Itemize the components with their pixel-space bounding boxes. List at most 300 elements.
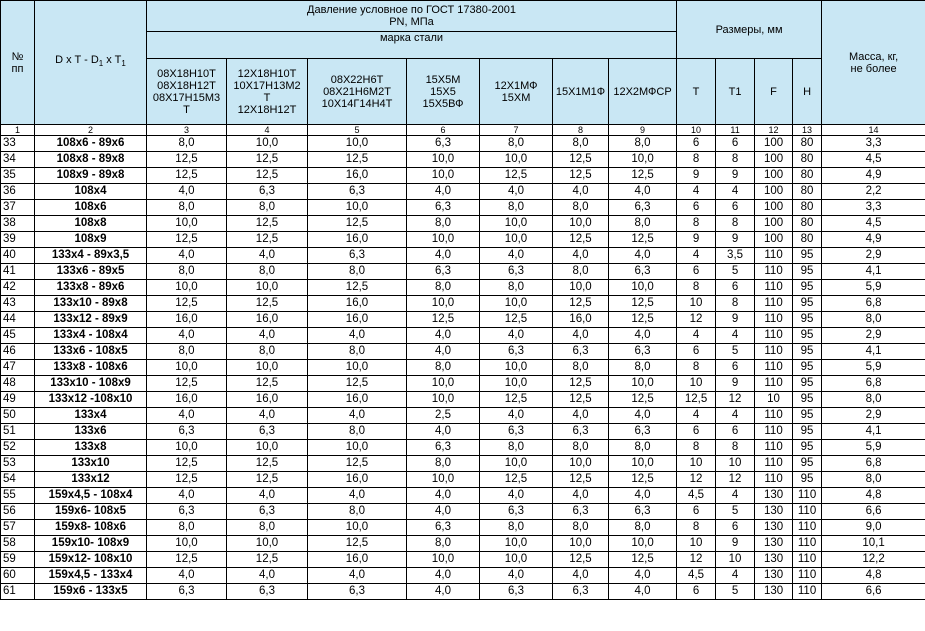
table-row [1, 296, 925, 312]
row-number: 36 [1, 184, 35, 200]
pressure-cell: 12,5 [308, 536, 407, 552]
size-h-cell: 110 [793, 584, 822, 600]
size-t1-cell: 8 [716, 296, 755, 312]
mass-cell: 4,1 [822, 264, 925, 280]
pressure-cell: 12,5 [609, 168, 677, 184]
pressure-cell: 8,0 [227, 344, 308, 360]
size-t1-cell: 6 [716, 136, 755, 152]
pressure-cell: 16,0 [308, 552, 407, 568]
row-number: 43 [1, 296, 35, 312]
pressure-cell: 4,0 [147, 408, 227, 424]
pressure-cell: 12,5 [227, 376, 308, 392]
size-t1-cell: 5 [716, 264, 755, 280]
table-row [1, 248, 925, 264]
size-t-cell: 6 [677, 264, 716, 280]
size-h-cell: 80 [793, 168, 822, 184]
row-number: 33 [1, 136, 35, 152]
pressure-cell: 4,0 [227, 248, 308, 264]
pressure-cell: 10,0 [147, 440, 227, 456]
size-h-cell: 95 [793, 344, 822, 360]
size-t1-cell: 10 [716, 456, 755, 472]
dimension-cell: 108х8 [35, 216, 147, 232]
table-row [1, 312, 925, 328]
dimension-cell: 133х6 [35, 424, 147, 440]
size-t1-cell: 10 [716, 552, 755, 568]
pressure-cell: 4,0 [407, 504, 480, 520]
row-number: 48 [1, 376, 35, 392]
size-f-cell: 110 [755, 456, 793, 472]
pressure-cell: 12,5 [227, 296, 308, 312]
mass-cell: 6,8 [822, 376, 925, 392]
pressure-cell: 10,0 [553, 456, 609, 472]
pressure-cell: 10,0 [609, 280, 677, 296]
size-f-cell: 110 [755, 280, 793, 296]
pressure-cell: 12,5 [308, 456, 407, 472]
mass-cell: 4,8 [822, 568, 925, 584]
pressure-cell: 10,0 [553, 280, 609, 296]
pressure-cell: 4,0 [407, 568, 480, 584]
size-f-cell: 100 [755, 136, 793, 152]
pressure-cell: 12,5 [553, 168, 609, 184]
size-h-cell: 110 [793, 488, 822, 504]
dimension-cell: 108х8 - 89х8 [35, 152, 147, 168]
pressure-cell: 10,0 [609, 536, 677, 552]
steel-grade-col-8: 15Х1М1Ф [553, 59, 609, 125]
size-t-cell: 6 [677, 504, 716, 520]
size-t-cell: 8 [677, 360, 716, 376]
pressure-cell: 8,0 [227, 264, 308, 280]
pressure-cell: 4,0 [227, 488, 308, 504]
pressure-cell: 10,0 [147, 360, 227, 376]
size-f-cell: 110 [755, 344, 793, 360]
pressure-cell: 4,0 [227, 568, 308, 584]
pressure-cell: 12,5 [147, 152, 227, 168]
size-t1-cell: 9 [716, 232, 755, 248]
row-number: 55 [1, 488, 35, 504]
pressure-cell: 4,0 [480, 248, 553, 264]
pressure-cell: 4,0 [308, 488, 407, 504]
pressure-cell: 10,0 [308, 360, 407, 376]
size-t1-cell: 9 [716, 376, 755, 392]
mass-cell: 2,2 [822, 184, 925, 200]
size-t1-cell: 4 [716, 184, 755, 200]
pressure-cell: 12,5 [147, 472, 227, 488]
pressure-cell: 12,5 [227, 232, 308, 248]
dimension-cell: 133х10 - 108х9 [35, 376, 147, 392]
row-number: 37 [1, 200, 35, 216]
size-t-cell: 8 [677, 152, 716, 168]
pressure-cell: 6,3 [553, 504, 609, 520]
mass-cell: 4,5 [822, 152, 925, 168]
pressure-cell: 8,0 [480, 520, 553, 536]
pressure-cell: 8,0 [147, 200, 227, 216]
size-t1-cell: 9 [716, 312, 755, 328]
mass-cell: 6,6 [822, 584, 925, 600]
size-t-cell: 10 [677, 536, 716, 552]
pressure-cell: 10,0 [480, 376, 553, 392]
size-f-cell: 100 [755, 216, 793, 232]
row-number: 59 [1, 552, 35, 568]
mass-cell: 5,9 [822, 360, 925, 376]
pressure-cell: 4,0 [553, 328, 609, 344]
pressure-cell: 4,0 [147, 568, 227, 584]
row-number: 35 [1, 168, 35, 184]
size-h-cell: 95 [793, 296, 822, 312]
header-mass: Масса, кг, не более [822, 1, 925, 125]
dimension-cell: 133х12 -108х10 [35, 392, 147, 408]
size-f-cell: 130 [755, 552, 793, 568]
pressure-cell: 6,3 [480, 264, 553, 280]
pressure-cell: 10,0 [308, 520, 407, 536]
pressure-cell: 10,0 [147, 536, 227, 552]
pressure-cell: 6,3 [227, 504, 308, 520]
size-f-cell: 110 [755, 360, 793, 376]
pressure-cell: 16,0 [308, 296, 407, 312]
pressure-cell: 10,0 [147, 216, 227, 232]
pressure-cell: 6,3 [147, 424, 227, 440]
pressure-cell: 10,0 [308, 136, 407, 152]
pressure-cell: 6,3 [609, 344, 677, 360]
pressure-cell: 6,3 [609, 504, 677, 520]
row-number: 45 [1, 328, 35, 344]
size-t-cell: 12 [677, 552, 716, 568]
dimension-cell: 133х8 - 89х6 [35, 280, 147, 296]
size-h-cell: 95 [793, 472, 822, 488]
pressure-cell: 6,3 [407, 200, 480, 216]
pressure-cell: 4,0 [553, 408, 609, 424]
mass-cell: 8,0 [822, 472, 925, 488]
pressure-cell: 6,3 [407, 440, 480, 456]
size-h-cell: 80 [793, 216, 822, 232]
dimension-cell: 133х12 - 89х9 [35, 312, 147, 328]
size-col-t1: T1 [716, 59, 755, 125]
pressure-cell: 12,5 [227, 168, 308, 184]
pressure-cell: 4,0 [480, 184, 553, 200]
pressure-cell: 8,0 [227, 200, 308, 216]
pressure-cell: 8,0 [147, 520, 227, 536]
pressure-cell: 6,3 [227, 424, 308, 440]
size-f-cell: 110 [755, 424, 793, 440]
table-row [1, 440, 925, 456]
table-row [1, 152, 925, 168]
pressure-cell: 8,0 [480, 136, 553, 152]
size-f-cell: 110 [755, 264, 793, 280]
pressure-cell: 4,0 [147, 248, 227, 264]
dimension-cell: 159х8- 108х6 [35, 520, 147, 536]
header-pressure: Давление условное по ГОСТ 17380-2001 PN, МПа [147, 1, 677, 32]
row-number: 56 [1, 504, 35, 520]
size-f-cell: 110 [755, 328, 793, 344]
size-col-t: T [677, 59, 716, 125]
pressure-cell: 8,0 [553, 440, 609, 456]
table-row [1, 360, 925, 376]
size-f-cell: 110 [755, 472, 793, 488]
pressure-cell: 10,0 [407, 552, 480, 568]
size-t1-cell: 9 [716, 168, 755, 184]
size-t-cell: 9 [677, 168, 716, 184]
pressure-cell: 10,0 [407, 152, 480, 168]
pressure-cell: 12,5 [227, 152, 308, 168]
table-row [1, 504, 925, 520]
dimension-cell: 108х9 [35, 232, 147, 248]
size-t-cell: 6 [677, 136, 716, 152]
size-t-cell: 8 [677, 440, 716, 456]
dimension-cell: 159х4,5 - 108х4 [35, 488, 147, 504]
size-t-cell: 4,5 [677, 568, 716, 584]
pressure-cell: 16,0 [553, 312, 609, 328]
pressure-cell: 8,0 [609, 440, 677, 456]
pressure-cell: 10,0 [227, 280, 308, 296]
row-number: 47 [1, 360, 35, 376]
size-h-cell: 95 [793, 392, 822, 408]
mass-cell: 4,9 [822, 168, 925, 184]
pressure-cell: 8,0 [308, 504, 407, 520]
steel-grade-col-3: 08Х18Н10Т 08Х18Н12Т 08Х17Н15М3 Т [147, 59, 227, 125]
size-h-cell: 80 [793, 136, 822, 152]
pressure-cell: 4,0 [480, 488, 553, 504]
size-f-cell: 100 [755, 232, 793, 248]
pressure-cell: 4,0 [407, 344, 480, 360]
pressure-cell: 10,0 [407, 168, 480, 184]
pressure-cell: 6,3 [480, 584, 553, 600]
dimension-cell: 108х6 [35, 200, 147, 216]
col-number: 6 [407, 125, 480, 136]
pressure-cell: 6,3 [609, 200, 677, 216]
table-row [1, 392, 925, 408]
size-h-cell: 95 [793, 408, 822, 424]
pressure-cell: 10,0 [147, 280, 227, 296]
size-h-cell: 95 [793, 360, 822, 376]
mass-cell: 2,9 [822, 408, 925, 424]
size-t1-cell: 4 [716, 328, 755, 344]
size-t-cell: 8 [677, 520, 716, 536]
pressure-cell: 12,5 [480, 168, 553, 184]
steel-grade-col-9: 12Х2МФСР [609, 59, 677, 125]
pressure-cell: 12,5 [147, 168, 227, 184]
size-t1-cell: 8 [716, 152, 755, 168]
steel-grade-col-7: 12Х1МФ 15ХМ [480, 59, 553, 125]
size-t1-cell: 4 [716, 408, 755, 424]
pressure-cell: 6,3 [308, 184, 407, 200]
row-number: 61 [1, 584, 35, 600]
row-number: 38 [1, 216, 35, 232]
mass-cell: 10,1 [822, 536, 925, 552]
mass-cell: 8,0 [822, 392, 925, 408]
size-h-cell: 95 [793, 424, 822, 440]
mass-cell: 3,3 [822, 136, 925, 152]
pressure-cell: 4,0 [553, 184, 609, 200]
pressure-cell: 8,0 [147, 136, 227, 152]
dimension-cell: 133х4 [35, 408, 147, 424]
pressure-cell: 12,5 [308, 152, 407, 168]
mass-cell: 4,1 [822, 424, 925, 440]
table-body [1, 136, 925, 600]
size-t-cell: 10 [677, 456, 716, 472]
pressure-cell: 4,0 [553, 488, 609, 504]
pressure-cell: 6,3 [227, 184, 308, 200]
pressure-cell: 8,0 [407, 360, 480, 376]
pressure-cell: 4,0 [227, 408, 308, 424]
header-pp: № пп [1, 1, 35, 125]
pressure-cell: 10,0 [609, 152, 677, 168]
row-number: 49 [1, 392, 35, 408]
size-f-cell: 110 [755, 248, 793, 264]
pressure-cell: 10,0 [553, 216, 609, 232]
row-number: 50 [1, 408, 35, 424]
size-t-cell: 12 [677, 312, 716, 328]
pressure-cell: 10,0 [407, 376, 480, 392]
dimension-cell: 159х10- 108х9 [35, 536, 147, 552]
mass-cell: 12,2 [822, 552, 925, 568]
pressure-cell: 12,5 [609, 472, 677, 488]
pressure-cell: 8,0 [407, 280, 480, 296]
mass-cell: 6,8 [822, 296, 925, 312]
pressure-cell: 10,0 [407, 232, 480, 248]
size-t1-cell: 4 [716, 488, 755, 504]
size-h-cell: 80 [793, 232, 822, 248]
pressure-cell: 12,5 [480, 392, 553, 408]
row-number: 44 [1, 312, 35, 328]
dimension-cell: 133х4 - 108х4 [35, 328, 147, 344]
size-t-cell: 12 [677, 472, 716, 488]
pressure-cell: 4,0 [308, 568, 407, 584]
dimension-cell: 108х6 - 89х6 [35, 136, 147, 152]
pressure-cell: 12,5 [609, 552, 677, 568]
col-number: 8 [553, 125, 609, 136]
pressure-cell: 12,5 [308, 376, 407, 392]
pressure-cell: 10,0 [480, 360, 553, 376]
mass-cell: 3,3 [822, 200, 925, 216]
size-t1-cell: 3,5 [716, 248, 755, 264]
pressure-cell: 10,0 [553, 536, 609, 552]
size-h-cell: 95 [793, 456, 822, 472]
pressure-cell: 10,0 [227, 136, 308, 152]
pressure-cell: 12,5 [147, 456, 227, 472]
size-f-cell: 110 [755, 296, 793, 312]
table-row [1, 584, 925, 600]
dimension-cell: 133х10 [35, 456, 147, 472]
pressure-cell: 4,0 [407, 488, 480, 504]
pressure-cell: 10,0 [227, 440, 308, 456]
pressure-cell: 12,5 [609, 312, 677, 328]
size-h-cell: 110 [793, 552, 822, 568]
col-number: 11 [716, 125, 755, 136]
size-h-cell: 95 [793, 264, 822, 280]
col-number: 4 [227, 125, 308, 136]
mass-cell: 9,0 [822, 520, 925, 536]
dimension-cell: 133х6 - 108х5 [35, 344, 147, 360]
pressure-cell: 10,0 [308, 200, 407, 216]
col-number: 14 [822, 125, 925, 136]
pressure-cell: 4,0 [147, 184, 227, 200]
pressure-cell: 12,5 [553, 232, 609, 248]
pressure-cell: 6,3 [480, 504, 553, 520]
pressure-cell: 4,0 [553, 568, 609, 584]
size-h-cell: 110 [793, 504, 822, 520]
dimension-cell: 159х4,5 - 133х4 [35, 568, 147, 584]
size-t1-cell: 8 [716, 216, 755, 232]
pressure-cell: 10,0 [227, 360, 308, 376]
size-h-cell: 95 [793, 440, 822, 456]
pressure-cell: 12,5 [227, 456, 308, 472]
row-number: 40 [1, 248, 35, 264]
size-t1-cell: 5 [716, 584, 755, 600]
row-number: 42 [1, 280, 35, 296]
pressure-cell: 8,0 [480, 440, 553, 456]
row-number: 58 [1, 536, 35, 552]
size-t1-cell: 5 [716, 504, 755, 520]
pressure-cell: 4,0 [609, 408, 677, 424]
pressure-cell: 8,0 [227, 520, 308, 536]
pressure-cell: 6,3 [480, 344, 553, 360]
pressure-cell: 4,0 [480, 568, 553, 584]
table-row [1, 488, 925, 504]
table-row [1, 216, 925, 232]
pressure-cell: 12,5 [147, 552, 227, 568]
row-number: 41 [1, 264, 35, 280]
pressure-cell: 4,0 [407, 584, 480, 600]
mass-cell: 8,0 [822, 312, 925, 328]
size-t-cell: 10 [677, 376, 716, 392]
pressure-cell: 8,0 [480, 200, 553, 216]
pressure-cell: 12,5 [609, 232, 677, 248]
pressure-cell: 6,3 [407, 520, 480, 536]
pressure-cell: 6,3 [480, 424, 553, 440]
table-row [1, 136, 925, 152]
table-row [1, 280, 925, 296]
size-t-cell: 6 [677, 200, 716, 216]
size-f-cell: 130 [755, 568, 793, 584]
size-f-cell: 130 [755, 504, 793, 520]
pressure-cell: 4,0 [407, 248, 480, 264]
row-number: 57 [1, 520, 35, 536]
header-sizes: Размеры, мм [677, 1, 822, 59]
size-t-cell: 6 [677, 344, 716, 360]
table-row [1, 424, 925, 440]
size-t-cell: 12,5 [677, 392, 716, 408]
pressure-cell: 6,3 [227, 584, 308, 600]
size-h-cell: 110 [793, 536, 822, 552]
pressure-cell: 8,0 [480, 280, 553, 296]
pressure-cell: 12,5 [480, 312, 553, 328]
dimension-cell: 133х8 [35, 440, 147, 456]
pressure-cell: 12,5 [147, 232, 227, 248]
size-f-cell: 100 [755, 168, 793, 184]
row-number: 46 [1, 344, 35, 360]
pressure-cell: 6,3 [609, 424, 677, 440]
pressure-cell: 6,3 [407, 136, 480, 152]
pressure-cell: 8,0 [407, 536, 480, 552]
pressure-cell: 8,0 [308, 344, 407, 360]
size-f-cell: 100 [755, 184, 793, 200]
pressure-cell: 16,0 [147, 312, 227, 328]
pressure-cell: 4,0 [147, 328, 227, 344]
size-t-cell: 4,5 [677, 488, 716, 504]
table-row [1, 520, 925, 536]
mass-cell: 4,5 [822, 216, 925, 232]
size-f-cell: 110 [755, 408, 793, 424]
dimension-cell: 159х6- 108х5 [35, 504, 147, 520]
pressure-cell: 12,5 [227, 472, 308, 488]
size-t-cell: 4 [677, 328, 716, 344]
mass-cell: 2,9 [822, 328, 925, 344]
col-number: 10 [677, 125, 716, 136]
table-row [1, 184, 925, 200]
pressure-cell: 12,5 [480, 472, 553, 488]
pressure-cell: 12,5 [227, 216, 308, 232]
pressure-cell: 12,5 [147, 376, 227, 392]
size-h-cell: 80 [793, 152, 822, 168]
